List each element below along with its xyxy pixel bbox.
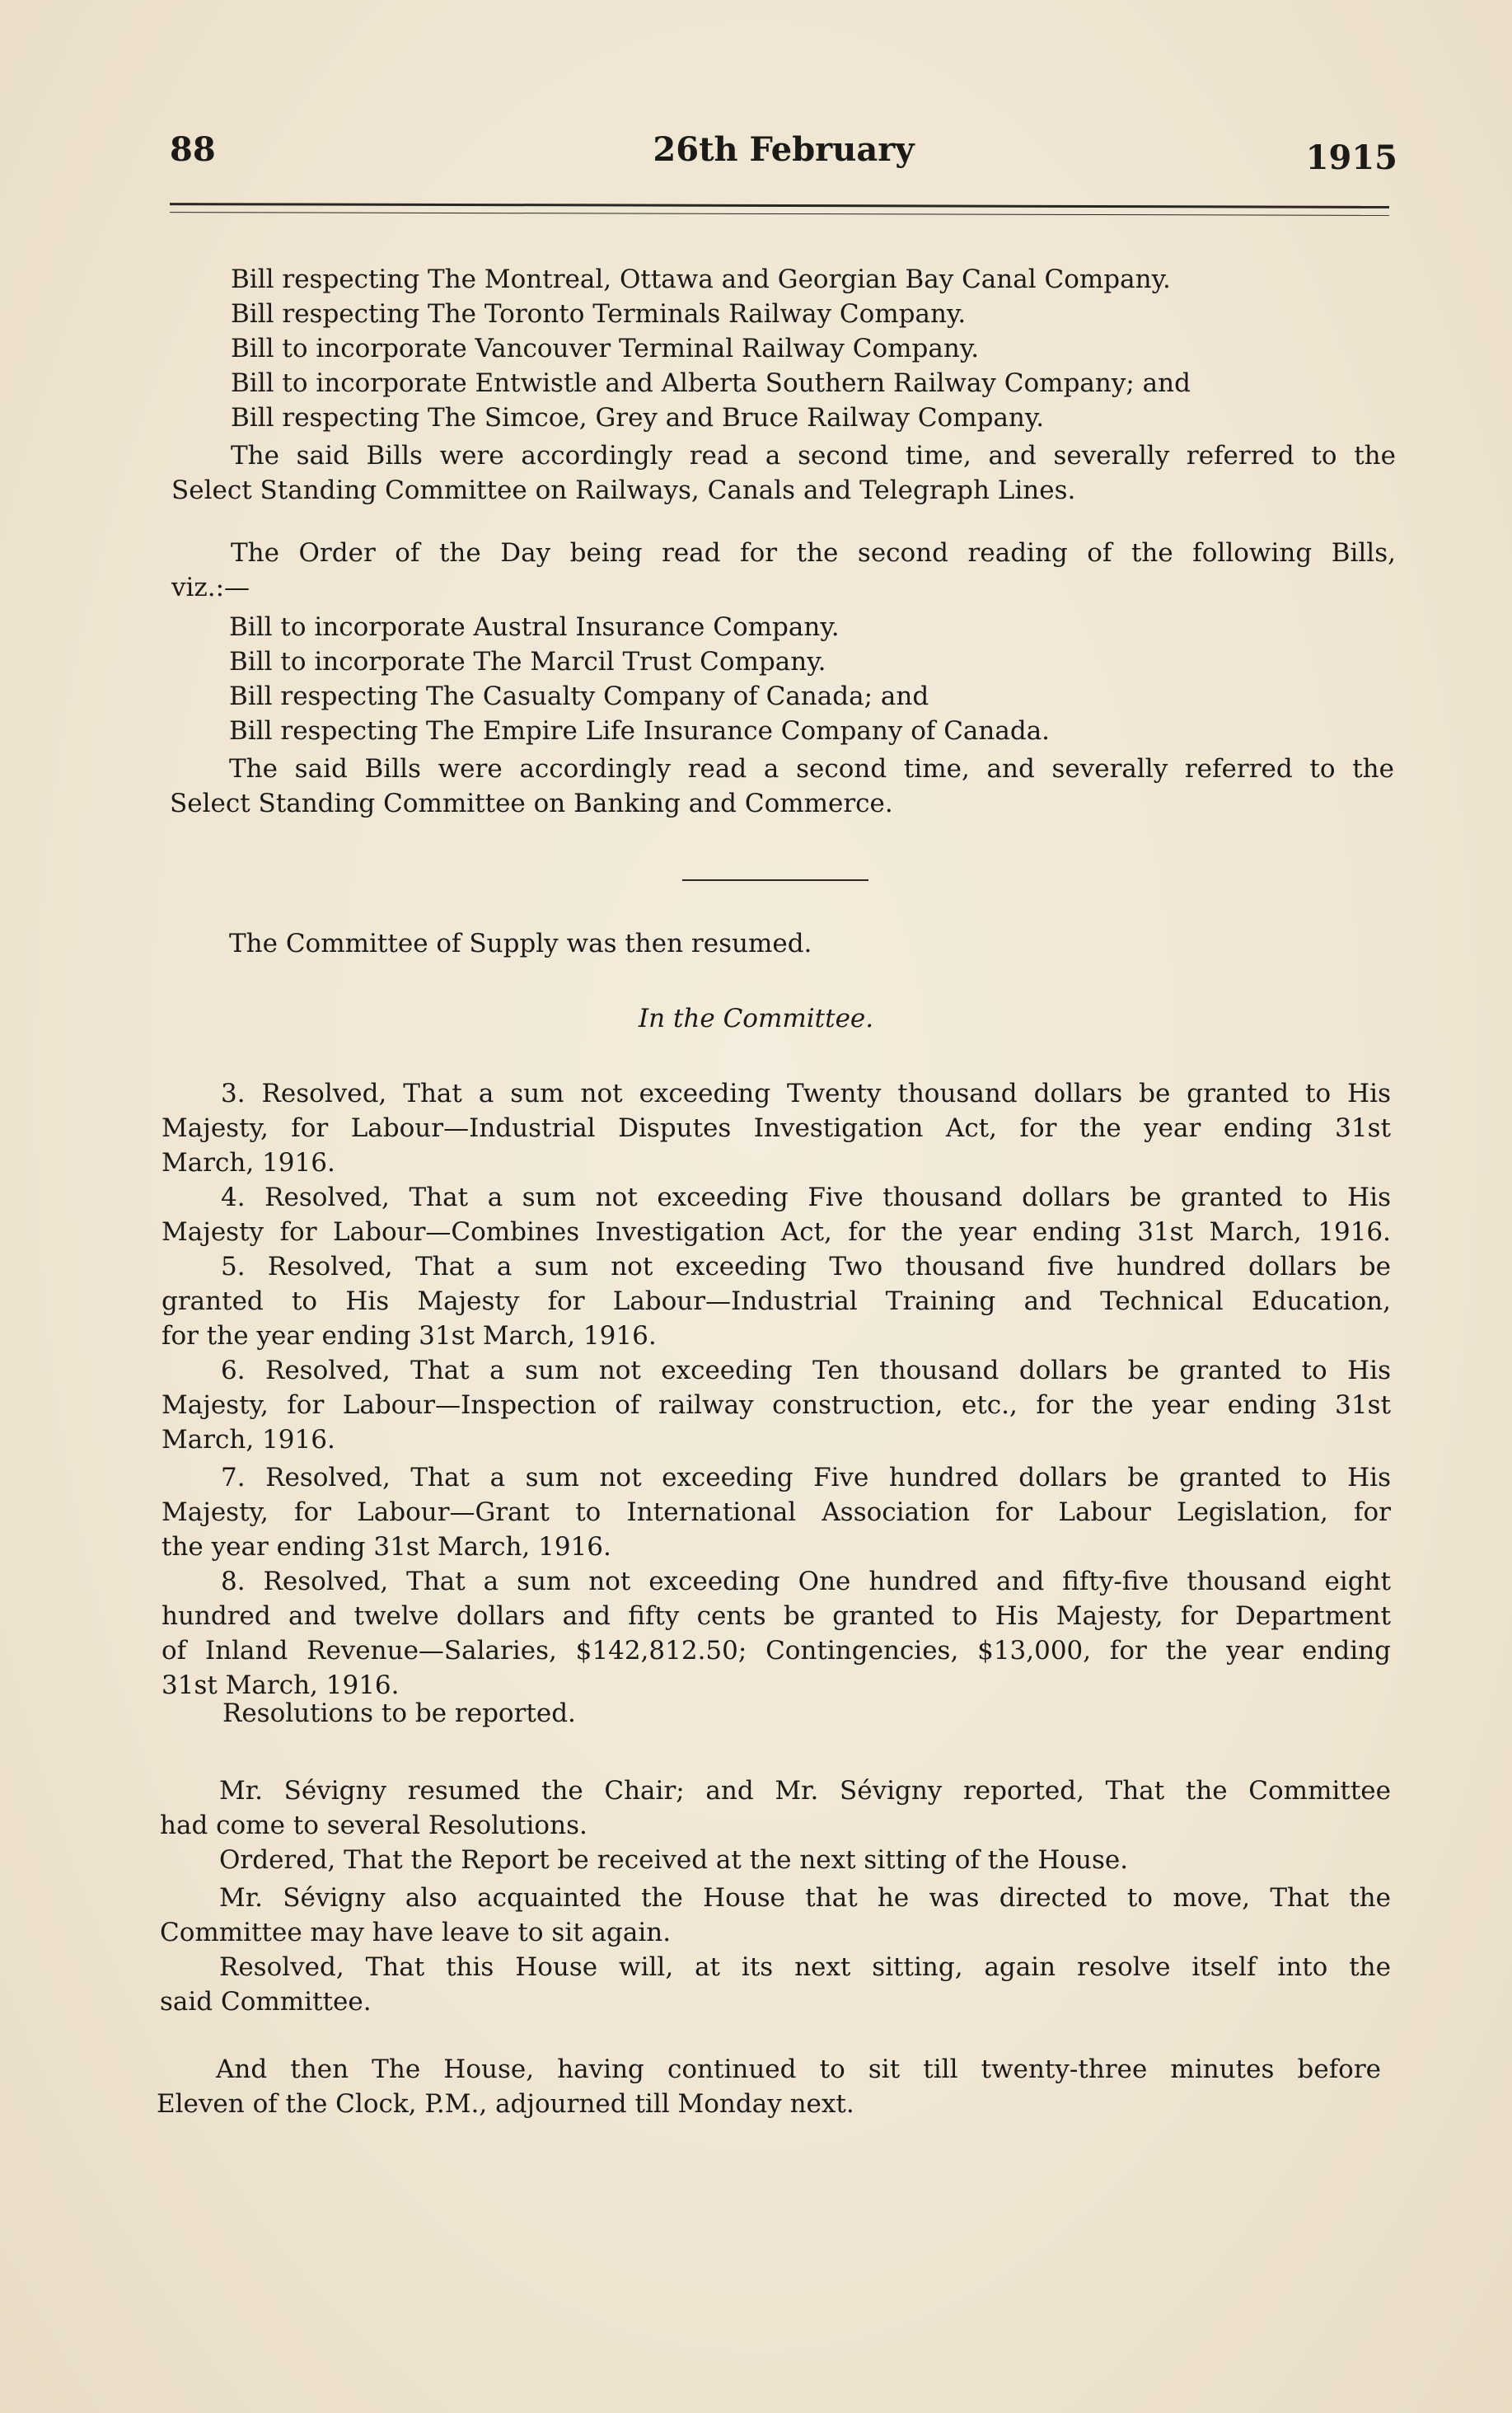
resolution-line: granted to His Majesty for Labour—Industrial Training and Technical Education, [161, 1286, 1391, 1316]
header-double-rule [170, 203, 1389, 216]
resolution-line: March, 1916. [161, 1425, 335, 1455]
paragraph-line: Eleven of the Clock, P.M., adjourned till Monday next. [157, 2089, 854, 2119]
paragraph-line: The said Bills were accordingly read a second time, and severally referred to the [231, 441, 1396, 471]
bill-item: Bill respecting The Montreal, Ottawa and Georgian Bay Canal Company. [231, 265, 1171, 294]
paragraph-line: had come to several Resolutions. [160, 1811, 587, 1840]
bill-item: Bill to incorporate Vancouver Terminal Railway Company. [231, 334, 980, 363]
resolution-line: for the year ending 31st March, 1916. [161, 1321, 657, 1351]
paragraph-line: The Committee of Supply was then resumed. [229, 929, 812, 958]
bill-item: Bill respecting The Toronto Terminals Railway Company. [231, 299, 967, 329]
order-of-the-day-paragraph [171, 536, 1396, 605]
page-year: 1915 [1305, 138, 1397, 177]
resolutions-to-be-reported [222, 1696, 1384, 1731]
paragraph-line: And then The House, having continued to sit till twenty-three minutes before [216, 2055, 1381, 2084]
report-paragraph-3 [160, 1881, 1391, 1950]
resolution-line: hundred and twelve dollars and fifty cents be granted to His Majesty, for Department [161, 1601, 1391, 1631]
paragraph-line: said Committee. [160, 1987, 372, 2017]
resolution-5 [161, 1249, 1391, 1353]
resolution-line: Majesty, for Labour—Grant to International Association for Labour Legislation, for [161, 1497, 1391, 1527]
resolution-line: 7. Resolved, That a sum not exceeding Five hundred dollars be granted to His [221, 1463, 1391, 1492]
paragraph-line: Mr. Sévigny resumed the Chair; and Mr. Sévigny reported, That the Committee [219, 1776, 1391, 1806]
page-header [170, 130, 1397, 188]
report-paragraph-2 [219, 1843, 1389, 1877]
resolution-3 [161, 1076, 1391, 1180]
bill-item: Bill to incorporate Austral Insurance Company. [229, 612, 840, 642]
resolution-line: of Inland Revenue—Salaries, $142,812.50; Contingencies, $13,000, for the year ending [161, 1636, 1391, 1666]
bill-item: Bill respecting The Casualty Company of Canada; and [229, 682, 929, 711]
resolution-line: 31st March, 1916. [161, 1670, 400, 1700]
resolution-line: Majesty, for Labour—Inspection of railway construction, etc., for the year ending 31st [161, 1390, 1391, 1420]
paragraph-line: The said Bills were accordingly read a second time, and severally referred to the [229, 754, 1394, 784]
bill-item: Bill respecting The Simcoe, Grey and Bruce Railway Company. [231, 403, 1045, 433]
bill-item: Bill to incorporate Entwistle and Alberta Southern Railway Company; and [231, 368, 1191, 398]
supply-resumed [229, 926, 1391, 961]
resolution-line: Majesty, for Labour—Industrial Disputes Investigation Act, for the year ending 31st [161, 1113, 1391, 1143]
banking-referral-paragraph [170, 752, 1394, 821]
resolution-6 [161, 1353, 1391, 1457]
page-date: 26th February [653, 130, 915, 169]
railway-referral-paragraph [171, 438, 1396, 508]
in-committee-heading: In the Committee. [638, 1004, 874, 1033]
report-paragraph-1 [160, 1773, 1391, 1843]
section-divider [682, 879, 868, 881]
report-paragraph-4 [160, 1950, 1391, 2019]
resolution-line: 8. Resolved, That a sum not exceeding One hundred and fifty-five thousand eight [221, 1567, 1391, 1596]
resolution-4 [161, 1180, 1391, 1249]
resolution-line: Majesty for Labour—Combines Investigation Act, for the year ending 31st March, 1916. [161, 1217, 1391, 1247]
paragraph-line: Ordered, That the Report be received at the next sitting of the House. [219, 1845, 1129, 1875]
resolution-line: the year ending 31st March, 1916. [161, 1532, 611, 1562]
paragraph-line: viz.:— [171, 573, 250, 602]
banking-bills-list [229, 610, 1391, 748]
railway-bills-list [231, 262, 1393, 435]
resolution-7 [161, 1460, 1391, 1564]
adjournment-paragraph [157, 2052, 1381, 2121]
paragraph-line: Select Standing Committee on Banking and Commerce. [170, 789, 893, 818]
resolution-line: 5. Resolved, That a sum not exceeding Two thousand five hundred dollars be [221, 1252, 1391, 1281]
resolution-line: March, 1916. [161, 1148, 335, 1178]
paragraph-line: Mr. Sévigny also acquainted the House that he was directed to move, That the [219, 1883, 1391, 1913]
resolution-line: 4. Resolved, That a sum not exceeding Five thousand dollars be granted to His [221, 1183, 1391, 1212]
bill-item: Bill respecting The Empire Life Insurance Company of Canada. [229, 716, 1051, 746]
bill-item: Bill to incorporate The Marcil Trust Company. [229, 647, 826, 677]
paragraph-line: The Order of the Day being read for the second reading of the following Bills, [231, 538, 1396, 568]
paragraph-line: Resolved, That this House will, at its next sitting, again resolve itself into the [219, 1952, 1391, 1982]
paragraph-line: Select Standing Committee on Railways, Canals and Telegraph Lines. [171, 476, 1076, 505]
resolution-8 [161, 1564, 1391, 1703]
page-number: 88 [170, 130, 216, 169]
resolution-line: 6. Resolved, That a sum not exceeding Ten thousand dollars be granted to His [221, 1356, 1391, 1385]
paragraph-line: Committee may have leave to sit again. [160, 1918, 672, 1947]
resolution-line: 3. Resolved, That a sum not exceeding Twenty thousand dollars be granted to His [221, 1079, 1391, 1108]
paragraph-line: Resolutions to be reported. [222, 1698, 576, 1728]
